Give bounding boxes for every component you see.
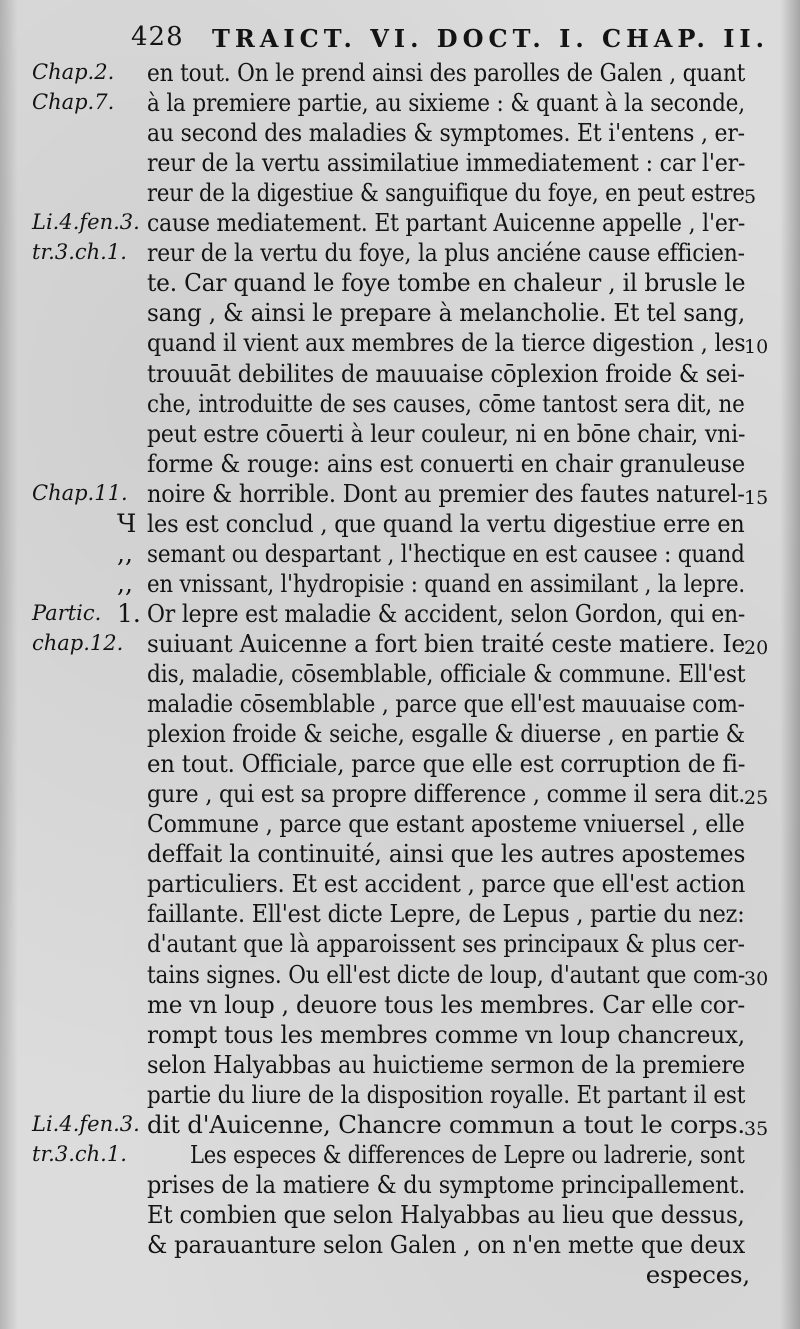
body-text: en tout. On le prend ainsi des parolles de Galen , quant — [147, 58, 746, 87]
body-text: especes, — [645, 1260, 750, 1289]
body-text: Or lepre est maladie & accident, selon Gordon, qui en- — [147, 598, 746, 628]
body-text: quand il vient aux membres de la tierce digestion , les — [147, 328, 746, 358]
text-line — [0, 1230, 800, 1262]
text-line — [0, 479, 800, 511]
text-line — [0, 1200, 800, 1232]
body-text: deffait la continuité, ainsi que les autres apostemes — [147, 839, 746, 869]
body-text: reur de la vertu du foye, la plus anciéne cause efficien- — [147, 238, 745, 268]
text-line — [0, 899, 800, 931]
text-line — [0, 1080, 800, 1112]
text-line — [0, 1140, 800, 1172]
marginal-note: Li.4.fen.3. — [32, 210, 140, 235]
body-text: cause mediatement. Et partant Auicenne appelle , l'er- — [147, 208, 746, 238]
quotation-marker: Ч — [117, 508, 137, 538]
line-number: 5 — [744, 186, 757, 209]
line-number: 10 — [744, 336, 769, 359]
body-text: maladie cōsemblable , parce que ell'est mauuaise com- — [147, 689, 745, 719]
quotation-marker: 1. — [117, 598, 141, 628]
text-line — [0, 509, 800, 541]
marginal-note: Chap.7. — [32, 90, 115, 115]
text-line — [0, 178, 800, 210]
text-line — [0, 58, 800, 90]
text-line — [0, 809, 800, 841]
body-text: gure , qui est sa propre difference , comme il sera dit. — [147, 779, 746, 809]
body-text: noire & horrible. Dont au premier des fautes naturel- — [147, 478, 745, 508]
body-text: Les especes & differences de Lepre ou ladrerie, sont — [190, 1139, 745, 1169]
text-line — [0, 1170, 800, 1202]
marginal-note: Li.4.fen.3. — [32, 1111, 140, 1136]
body-text: suiuant Auicenne a fort bien traité ceste matiere. Ie — [147, 628, 745, 658]
body-text: en tout. Officiale, parce que elle est corruption de fi- — [147, 749, 746, 779]
running-title: TRAICT. VI. DOCT. I. CHAP. II. — [212, 24, 770, 53]
line-number: 20 — [744, 636, 769, 659]
text-line — [0, 268, 800, 300]
text-line — [0, 118, 800, 150]
line-number: 35 — [744, 1117, 769, 1140]
body-text: en vnissant, l'hydropisie : quand en assimilant , la lepre. — [147, 568, 745, 598]
body-text: au second des maladies & symptomes. Et i'entens , er- — [147, 118, 745, 148]
quotation-marker: ,, — [117, 538, 133, 568]
text-line — [0, 719, 800, 751]
text-line — [0, 990, 800, 1022]
text-line — [0, 419, 800, 451]
marginal-note: Partic. — [32, 600, 102, 625]
body-text: peut estre cōuerti à leur couleur, ni en bōne chair, vni- — [147, 418, 746, 448]
line-number: 30 — [744, 967, 769, 990]
body-text: plexion froide & seiche, esgalle & diuerse , en partie & — [147, 719, 745, 749]
text-line — [0, 629, 800, 661]
body-text: dis, maladie, cōsemblable, officiale & commune. Ell'est — [147, 659, 746, 688]
body-text: semant ou despartant , l'hectique en est causee : quand — [147, 538, 745, 568]
body-text: dit d'Auicenne, Chancre commun a tout le corps. — [147, 1109, 745, 1139]
text-line — [0, 960, 800, 992]
body-text: les est conclud , que quand la vertu digestiue erre en — [147, 508, 745, 538]
page-number: 428 — [131, 22, 184, 52]
text-line — [0, 359, 800, 391]
text-line — [0, 1110, 800, 1142]
body-text: che, introduitte de ses causes, cōme tantost sera dit, ne — [147, 388, 745, 418]
body-text: reur de la digestiue & sanguifique du foye, en peut estre — [147, 178, 745, 208]
body-text: d'autant que là apparoissent ses principaux & plus cer- — [147, 929, 745, 959]
text-line — [0, 1020, 800, 1052]
body-text: selon Halyabbas au huictieme sermon de la premiere — [147, 1049, 746, 1079]
body-text: partie du liure de la disposition royalle. Et partant il est — [147, 1079, 746, 1109]
text-line — [0, 569, 800, 601]
marginal-note: chap.12. — [32, 630, 124, 655]
text-line — [0, 389, 800, 421]
marginal-note: Chap.2. — [32, 60, 115, 84]
line-number: 15 — [744, 486, 769, 509]
text-line — [0, 1260, 800, 1292]
body-text: Et combien que selon Halyabbas au lieu que dessus, — [147, 1199, 745, 1229]
line-number: 25 — [744, 787, 769, 810]
text-line — [0, 208, 800, 240]
text-line — [0, 869, 800, 901]
text-line — [0, 929, 800, 961]
text-line — [0, 449, 800, 481]
text-line — [0, 689, 800, 721]
body-text: Commune , parce que estant aposteme vniuersel , elle — [147, 809, 745, 839]
body-text: à la premiere partie, au sixieme : & quant à la seconde, — [147, 88, 745, 118]
text-line — [0, 328, 800, 360]
text-line — [0, 839, 800, 871]
body-text: te. Car quand le foye tombe en chaleur , il brusle le — [147, 268, 746, 298]
quotation-marker: ,, — [117, 568, 133, 598]
body-text: sang , & ainsi le prepare à melancholie. Et tel sang, — [147, 298, 745, 328]
text-line — [0, 148, 800, 180]
text-line — [0, 659, 800, 691]
text-line — [0, 1050, 800, 1082]
body-text: & parauanture selon Galen , on n'en mette que deux — [147, 1229, 746, 1259]
body-text: faillante. Ell'est dicte Lepre, de Lepus , partie du nez: — [147, 899, 745, 929]
body-text: tains signes. Ou ell'est dicte de loup, d'autant que com- — [147, 959, 746, 989]
body-text: rompt tous les membres comme vn loup chancreux, — [147, 1019, 745, 1049]
text-line — [0, 749, 800, 781]
text-line — [0, 88, 800, 120]
text-line — [0, 779, 800, 811]
body-text: trouuāt debilites de mauuaise cōplexion froide & sei- — [147, 358, 745, 388]
text-line — [0, 599, 800, 631]
text-line — [0, 539, 800, 571]
body-text: prises de la matiere & du symptome principallement. — [147, 1169, 746, 1199]
body-text: reur de la vertu assimilatiue immediatement : car l'er- — [147, 148, 746, 178]
body-text: particuliers. Et est accident , parce que ell'est action — [147, 869, 746, 899]
text-line — [0, 298, 800, 330]
body-text: forme & rouge: ains est conuerti en chair granuleuse — [147, 448, 745, 478]
marginal-note: tr.3.ch.1. — [32, 240, 127, 265]
body-text: me vn loup , deuore tous les membres. Car elle cor- — [147, 989, 746, 1019]
marginal-note: tr.3.ch.1. — [32, 1141, 127, 1166]
text-line — [0, 238, 800, 270]
marginal-note: Chap.11. — [32, 480, 128, 505]
